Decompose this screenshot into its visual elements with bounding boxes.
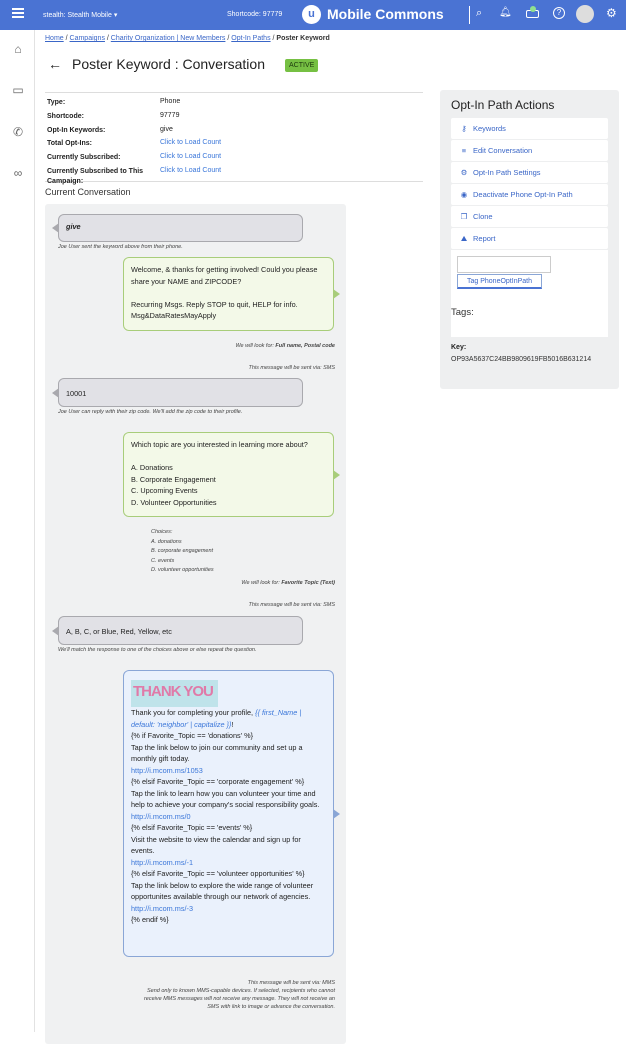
breadcrumb-opt-in-paths[interactable]: Opt-In Paths — [231, 35, 271, 42]
note-text: We will look for: — [235, 343, 276, 349]
panel-title: Opt-In Path Actions — [451, 98, 555, 112]
message-text: Which topic are you interested in learning more about? — [131, 440, 308, 449]
stop-icon: ◉ — [460, 190, 468, 199]
top-bar — [0, 0, 626, 30]
back-arrow-icon[interactable]: ← — [48, 56, 62, 72]
info-value: 97779 — [160, 112, 180, 119]
message-segment: Thank you for completing your profile, — [131, 708, 256, 717]
look-for-note — [241, 579, 335, 587]
chat-icon[interactable]: ▭ — [12, 83, 24, 97]
inbox-icon[interactable] — [526, 10, 539, 18]
link-icon[interactable]: ∞ — [13, 166, 23, 180]
send-via-note: This message will be sent via: SMS — [248, 365, 335, 371]
message-text — [131, 707, 326, 926]
page-title — [48, 56, 265, 72]
breadcrumb-campaigns[interactable]: Campaigns — [69, 35, 105, 42]
incoming-message: give — [58, 214, 303, 242]
phone-icon[interactable]: ✆ — [12, 125, 24, 139]
message-text: C. Upcoming Events — [131, 486, 198, 495]
menu-icon[interactable] — [12, 8, 24, 18]
send-via-note: This message will be sent via: SMS — [248, 602, 335, 608]
help-icon[interactable]: ? — [553, 7, 565, 19]
action-report[interactable] — [451, 228, 608, 249]
info-key: Opt-In Keywords: — [47, 127, 106, 134]
gear-icon[interactable]: ⚙ — [606, 6, 617, 20]
search-icon[interactable]: ⌕ — [476, 7, 483, 19]
incoming-message: 10001 — [58, 378, 303, 407]
brand-logo-icon: u — [302, 5, 321, 24]
conversation-panel — [45, 204, 346, 1044]
info-key: Currently Subscribed: — [47, 154, 121, 161]
avatar[interactable] — [576, 5, 594, 23]
message-text: D. Volunteer Opportunities — [131, 497, 217, 507]
outgoing-message — [123, 257, 334, 331]
action-settings[interactable] — [451, 162, 608, 183]
choices-list — [151, 528, 214, 576]
shortcode-label: Shortcode: 97779 — [227, 11, 283, 18]
message-link[interactable]: http://i.mcom.ms/-3 — [131, 903, 194, 913]
message-text: A. Donations — [131, 463, 173, 472]
breadcrumb-campaign[interactable]: Charity Organization | New Members — [110, 35, 226, 42]
load-count-link[interactable]: Click to Load Count — [160, 153, 222, 160]
message-note: Joe User sent the keyword above from their phone. — [58, 244, 183, 250]
note-field: Favorite Topic (Text) — [281, 580, 335, 586]
load-count-link[interactable]: Click to Load Count — [160, 139, 222, 146]
thank-you-image — [131, 680, 218, 707]
divider — [469, 6, 470, 24]
message-text: Recurring Msgs. Reply STOP to quit, HELP for info. Msg&DataRatesMayApply — [131, 299, 298, 320]
info-table — [45, 92, 423, 185]
report-icon: ⛰ — [460, 234, 468, 243]
account-name: stealth: Stealth Mobile — [43, 12, 112, 19]
choice: B. corporate engagement — [151, 548, 214, 554]
info-value: Phone — [160, 98, 181, 105]
message-note: We'll match the response to one of the choices above or else repeat the question. — [58, 647, 257, 653]
tags-label: Tags: — [451, 307, 474, 318]
status-badge: ACTIVE — [285, 59, 318, 72]
action-label: Keywords — [473, 124, 506, 133]
choice: D. volunteer opportunities — [151, 567, 214, 573]
message-segment: Visit the website to view the calendar and sign up for events. — [131, 834, 301, 855]
action-keywords[interactable] — [451, 118, 608, 139]
action-edit-conversation[interactable] — [451, 140, 608, 161]
message-segment: {% elsif Favorite_Topic == 'events' %} — [131, 823, 253, 832]
edit-icon: ≡ — [461, 146, 467, 155]
section-heading: Current Conversation — [45, 187, 131, 197]
note-field: Full name, Postal code — [275, 343, 335, 349]
note-text: We will look for: — [241, 580, 282, 586]
opt-in-path-actions — [440, 90, 619, 389]
message-segment: Tap the link to learn how you can volunteer your time and help to achieve your company's social responsibility goals. — [131, 788, 320, 809]
home-icon[interactable]: ⌂ — [14, 42, 22, 56]
message-link[interactable]: http://i.mcom.ms/0 — [131, 811, 191, 821]
choice: Choices: — [151, 529, 173, 535]
key-label: Key: — [451, 344, 467, 351]
sidebar — [0, 30, 35, 1032]
message-link[interactable]: http://i.mcom.ms/1053 — [131, 765, 203, 775]
action-label: Report — [473, 234, 496, 243]
info-key: Total Opt-Ins: — [47, 140, 92, 147]
choice: C. events — [151, 557, 175, 564]
info-key: Shortcode: — [47, 113, 84, 120]
message-text: Welcome, & thanks for getting involved! Could you please share your NAME and ZIPCODE? — [131, 265, 318, 286]
message-link[interactable]: http://i.mcom.ms/-1 — [131, 857, 194, 867]
gear-icon: ⚙ — [460, 168, 468, 177]
breadcrumb: Home / Campaigns / Charity Organization | New Members / Opt-In Paths / Poster Keyword — [45, 35, 330, 42]
message-text: B. Corporate Engagement — [131, 474, 216, 484]
action-deactivate[interactable] — [451, 184, 608, 205]
tag-button[interactable]: Tag PhoneOptInPath — [457, 274, 542, 289]
mms-message — [123, 670, 334, 957]
tag-box — [451, 250, 608, 337]
template-variable: {{ first_Name | default: 'neighbor' | capitalize }} — [131, 708, 302, 729]
image-text: THANK YOU — [133, 683, 213, 700]
load-count-link[interactable]: Click to Load Count — [160, 167, 222, 174]
message-segment: {% if Favorite_Topic == 'donations' %} — [131, 731, 254, 740]
tag-input[interactable] — [457, 256, 551, 273]
outgoing-message — [123, 432, 334, 517]
message-segment: Tap the link below to join our community and set up a monthly gift today. — [131, 742, 303, 763]
message-note: Joe User can reply with their zip code. We'll add the zip code to their profile. — [58, 409, 243, 415]
incoming-message: A, B, C, or Blue, Red, Yellow, etc — [58, 616, 303, 645]
send-via-note — [135, 979, 335, 1011]
account-switcher[interactable]: stealth: Stealth Mobile ▾ — [43, 12, 118, 19]
info-key: Type: — [47, 99, 66, 106]
breadcrumb-current: Poster Keyword — [276, 35, 330, 42]
action-label: Deactivate Phone Opt-In Path — [473, 190, 573, 199]
info-value: give — [160, 126, 173, 133]
action-label: Clone — [473, 212, 493, 221]
info-key: Currently Subscribed to This Campaign: — [47, 168, 144, 185]
message-segment: Tap the link below to explore the wide range of volunteer opportunites available through our network of agencies. — [131, 880, 314, 901]
action-clone[interactable] — [451, 206, 608, 227]
message-segment: {% elsif Favorite_Topic == 'corporate engagement' %} — [131, 777, 305, 786]
look-for-note — [235, 342, 335, 350]
breadcrumb-home[interactable]: Home — [45, 35, 64, 42]
title-text: Poster Keyword : Conversation — [72, 56, 265, 72]
note-text: Send only to known MMS-capable devices. If selected, recipients who cannot receive MMS messages will not receive any message. They will not receive an SMS with link to image or advance the conversation. — [143, 988, 335, 1010]
action-label: Edit Conversation — [473, 146, 533, 155]
brand-name: Mobile Commons — [327, 6, 444, 22]
bell-icon[interactable]: 🔔︎ — [499, 7, 512, 18]
message-segment: {% endif %} — [131, 915, 169, 924]
message-segment: {% elsif Favorite_Topic == 'volunteer opportunities' %} — [131, 869, 305, 878]
action-label: Opt-In Path Settings — [473, 168, 541, 177]
clone-icon: ❐ — [460, 212, 468, 221]
key-icon: ⚷ — [461, 124, 467, 133]
note-text: This message will be sent via: MMS — [247, 980, 335, 986]
key-value: OP93A5637C24BB9809619FB5016B631214 — [451, 356, 592, 363]
choice: A. donations — [151, 538, 182, 545]
message-segment: ! — [231, 719, 234, 729]
